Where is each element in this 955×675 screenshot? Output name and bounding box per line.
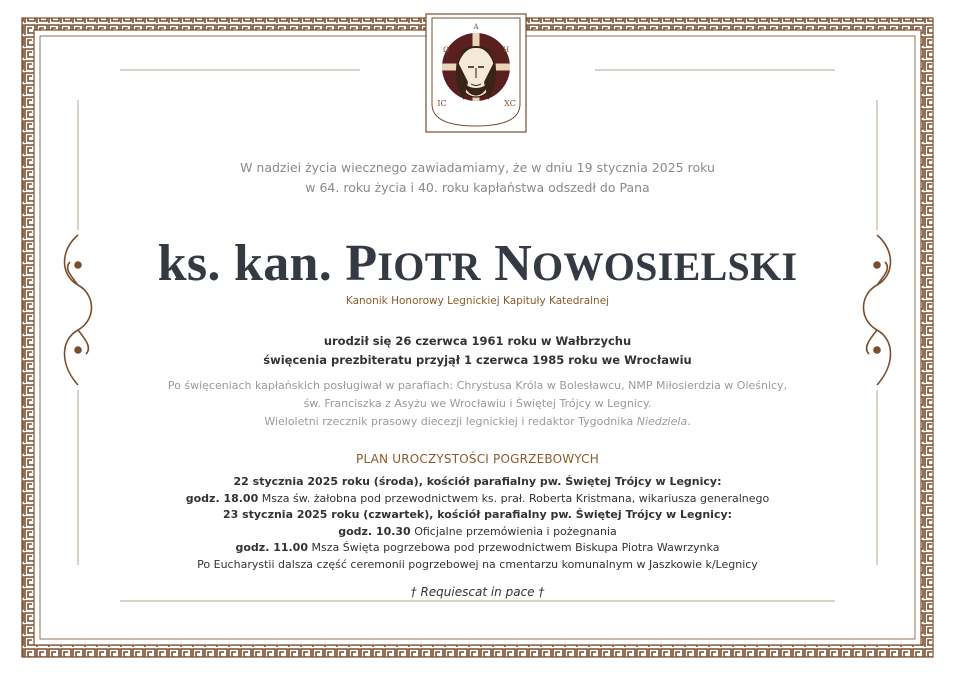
svg-text:H: H: [502, 46, 510, 54]
christ-icon: [424, 12, 528, 134]
day2-time-2: godz. 11.00: [235, 541, 308, 555]
ordination-line: święcenia prezbiteratu przyjął 1 czerwca 1985 roku we Wrocławiu: [263, 353, 692, 367]
day2-header-text: 23 stycznia 2025 roku (czwartek), kościół parafialny pw. Świętej Trójcy w Legnicy:: [222, 508, 733, 522]
day1-event: [0, 491, 955, 508]
day2-desc-2: Msza Święta pogrzebowa pod przewodnictwem Biskupa Piotra Wawrzynka: [308, 541, 720, 555]
day1-header: [0, 474, 955, 491]
after-mass-line: Po Eucharystii dalsza część ceremonii pogrzebowej na cmentarzu komunalnym w Jaszkowie k/Legnicy: [197, 557, 758, 571]
last-name-rest: OWOSIELSKI: [532, 244, 798, 289]
first-name-rest: IOTR: [377, 244, 481, 289]
funeral-plan-heading: PLAN UROCZYSTOŚCI POGRZEBOWYCH: [356, 452, 599, 466]
bio-text: [0, 332, 955, 370]
svg-text:Ω: Ω: [443, 46, 449, 54]
deceased-name: [0, 232, 955, 299]
career-line-2: św. Franciszka z Asyżu we Wrocławiu i Świętej Trójcy w Legnicy.: [303, 397, 652, 410]
funeral-plan: [0, 474, 955, 574]
birth-line: urodził się 26 czerwca 1961 roku w Wałbrzychu: [323, 334, 632, 348]
last-name-initial: N: [494, 235, 533, 292]
career-line-3-main: Wieloletni rzecznik prasowy diecezji legnickiej i redaktor Tygodnika: [264, 415, 637, 428]
newspaper-name: Niedziela: [636, 415, 688, 428]
day2-time-1: godz. 10.30: [338, 524, 411, 538]
day2-desc-1: Oficjalne przemówienia i pożegnania: [410, 524, 617, 538]
intro-text: [0, 158, 955, 198]
career-line-3: [0, 413, 955, 431]
svg-text:A: A: [473, 23, 479, 31]
day2-header: [0, 507, 955, 524]
intro-line-2: w 64. roku życia i 40. roku kapłaństwa odszedł do Pana: [305, 180, 650, 195]
name-prefix: ks. kan.: [157, 235, 333, 292]
day1-desc: Msza św. żałobna pod przewodnictwem ks. prał. Roberta Kristmana, wikariusza generalnego: [258, 491, 770, 505]
svg-text:XC: XC: [504, 99, 516, 108]
day2-event-1: [0, 524, 955, 541]
career-line-1: Po święceniach kapłańskich posługiwał w parafiach: Chrystusa Króla w Bolesławcu, NMP Miłosierdzia w Oleśnicy,: [167, 379, 788, 392]
day1-time: godz. 18.00: [185, 491, 259, 505]
honorary-title: Kanonik Honorowy Legnickiej Kapituły Katedralnej: [345, 295, 610, 307]
requiescat-closing: † Requiescat in pace †: [410, 585, 545, 599]
day1-header-text: 22 stycznia 2025 roku (środa), kościół parafialny pw. Świętej Trójcy w Legnicy:: [233, 475, 722, 488]
intro-line-1: W nadziei życia wiecznego zawiadamiamy, że w dniu 19 stycznia 2025 roku: [240, 160, 715, 175]
career-text: [0, 377, 955, 431]
day2-event-2: [0, 540, 955, 557]
svg-text:IC: IC: [437, 99, 447, 108]
career-line-3-end: .: [687, 415, 691, 428]
first-name-initial: P: [345, 235, 378, 292]
